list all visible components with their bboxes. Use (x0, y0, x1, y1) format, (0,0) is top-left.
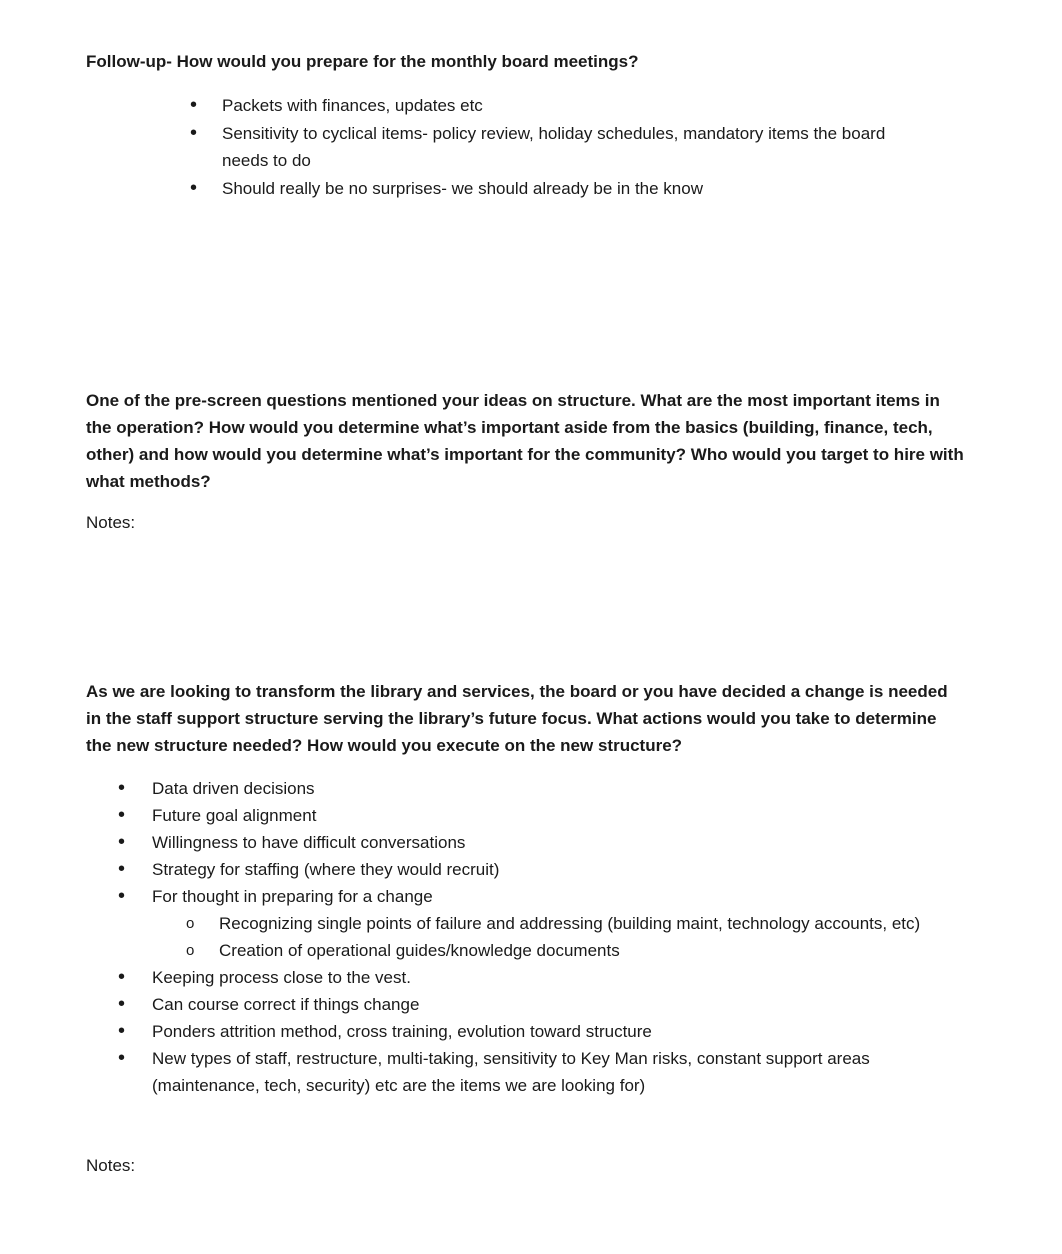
answer-list-board-meetings (222, 92, 922, 203)
list-item: • Sensitivity to cyclical items- policy review, holiday schedules, mandatory items the board needs to do (222, 120, 922, 174)
list-item: • Strategy for staffing (where they would recruit) (152, 856, 972, 883)
list-item: • Can course correct if things change (152, 991, 972, 1018)
sub-list (219, 910, 972, 964)
list-item: • Data driven decisions (152, 775, 972, 802)
list-item: • Future goal alignment (152, 802, 972, 829)
question-structure: One of the pre-screen questions mentioned your ideas on structure. What are the most important items in the operation? How would you determine what’s important aside from the basics (building, finance, tech, other) and how would you determine what’s important for the community? Who would you target to hire with what methods? (86, 391, 964, 491)
list-item: • Willingness to have difficult conversations (152, 829, 972, 856)
list-item: • New types of staff, restructure, multi-taking, sensitivity to Key Man risks, constant support areas (maintenance, tech, security) etc are the items we are looking for) (152, 1045, 972, 1099)
list-item-with-sublist (152, 883, 972, 964)
list-item-text: For thought in preparing for a change (152, 887, 433, 906)
list-item: • Should really be no surprises- we should already be in the know (222, 175, 922, 202)
question-transform-library: As we are looking to transform the library and services, the board or you have decided a change is needed in the staff support structure serving the library’s future focus. What actions would you take to determine the new structure needed? How would you execute on the new structure? (86, 682, 948, 755)
list-item: • Packets with finances, updates etc (222, 92, 922, 119)
notes-label: Notes: (86, 1156, 136, 1175)
notes-label: Notes: (86, 513, 136, 532)
question-board-meetings: Follow-up- How would you prepare for the monthly board meetings? (86, 52, 639, 71)
list-item: • Keeping process close to the vest. (152, 964, 972, 991)
list-item: • Ponders attrition method, cross training, evolution toward structure (152, 1018, 972, 1045)
sub-list-item: o Recognizing single points of failure and addressing (building maint, technology accounts, etc) (219, 910, 972, 937)
answer-list-transform-library (152, 775, 972, 1099)
sub-list-item: o Creation of operational guides/knowledge documents (219, 937, 972, 964)
